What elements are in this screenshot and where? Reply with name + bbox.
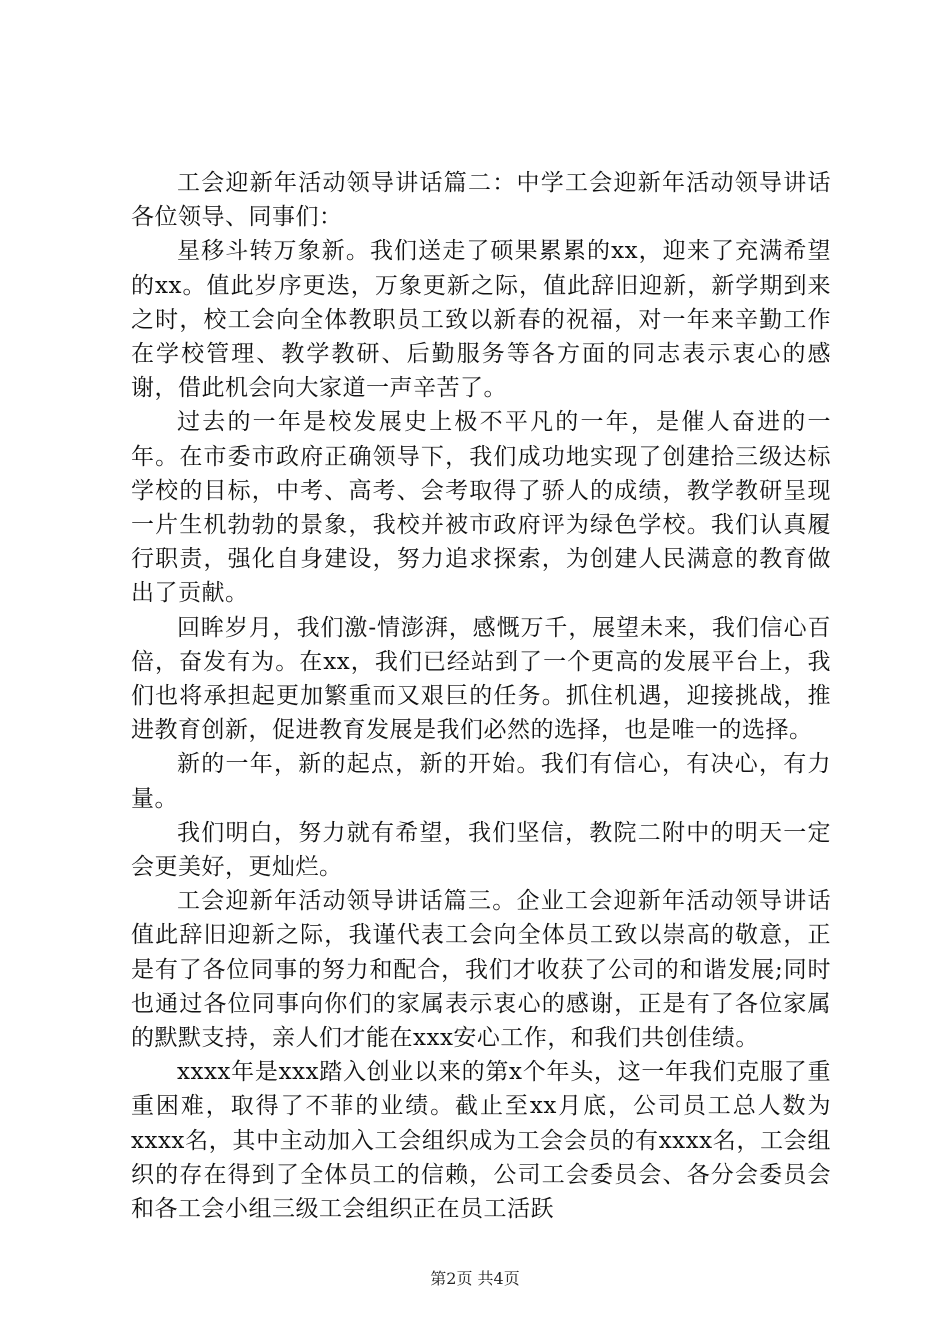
paragraph: 回眸岁月，我们激-情澎湃，感慨万千，展望未来，我们信心百倍，奋发有为。在xx，我们已经站到了一个更高的发展平台上，我们也将承担起更加繁重而又艰巨的任务。抓住机遇，迎接挑战，推进教育创新，促进教育发展是我们必然的选择，也是唯一的选择。 [131, 614, 831, 744]
paragraph: xxxx年是xxx踏入创业以来的第x个年头，这一年我们克服了重重困难，取得了不菲的业绩。截止至xx月底，公司员工总人数为xxxx名，其中主动加入工会组织成为工会会员的有xxxx名，工会组织的存在得到了全体员工的信赖，公司工会委员会、各分会委员会和各工会小组三级工会组织正在员工活跃 [131, 1059, 831, 1223]
page-number-label: 第2页 共4页 [430, 1269, 520, 1288]
paragraph: 过去的一年是校发展史上极不平凡的一年，是催人奋进的一年。在市委市政府正确领导下，我们成功地实现了创建拾三级达标学校的目标，中考、高考、会考取得了骄人的成绩，教学教研呈现一片生机勃勃的景象，我校并被市政府评为绿色学校。我们认真履行职责，强化自身建设，努力追求探索，为创建人民满意的教育做出了贡献。 [131, 409, 831, 607]
paragraph: 新的一年，新的起点，新的开始。我们有信心，有决心，有力量。 [131, 751, 831, 812]
body-text [131, 166, 831, 1226]
paragraph: 工会迎新年活动领导讲话篇二：中学工会迎新年活动领导讲话各位领导、同事们： [131, 170, 831, 231]
page-footer [0, 1266, 950, 1289]
paragraph: 我们明白，努力就有希望，我们坚信，教院二附中的明天一定会更美好，更灿烂。 [131, 819, 831, 881]
paragraph: 星移斗转万象新。我们送走了硕果累累的xx，迎来了充满希望的xx。值此岁序更迭，万象更新之际，值此辞旧迎新，新学期到来之时，校工会向全体教职员工致以新春的祝福，对一年来辛勤工作在学校管理、教学教研、后勤服务等各方面的同志表示衷心的感谢，借此机会向大家道一声辛苦了。 [131, 238, 831, 402]
paragraph: 工会迎新年活动领导讲话篇三。企业工会迎新年活动领导讲话值此辞旧迎新之际，我谨代表工会向全体员工致以崇高的敬意，正是有了各位同事的努力和配合，我们才收获了公司的和谐发展;同时也通过各位同事向你们的家属表示衷心的感谢，正是有了各位家属的默默支持，亲人们才能在xxx安心工作，和我们共创佳绩。 [131, 888, 831, 1052]
